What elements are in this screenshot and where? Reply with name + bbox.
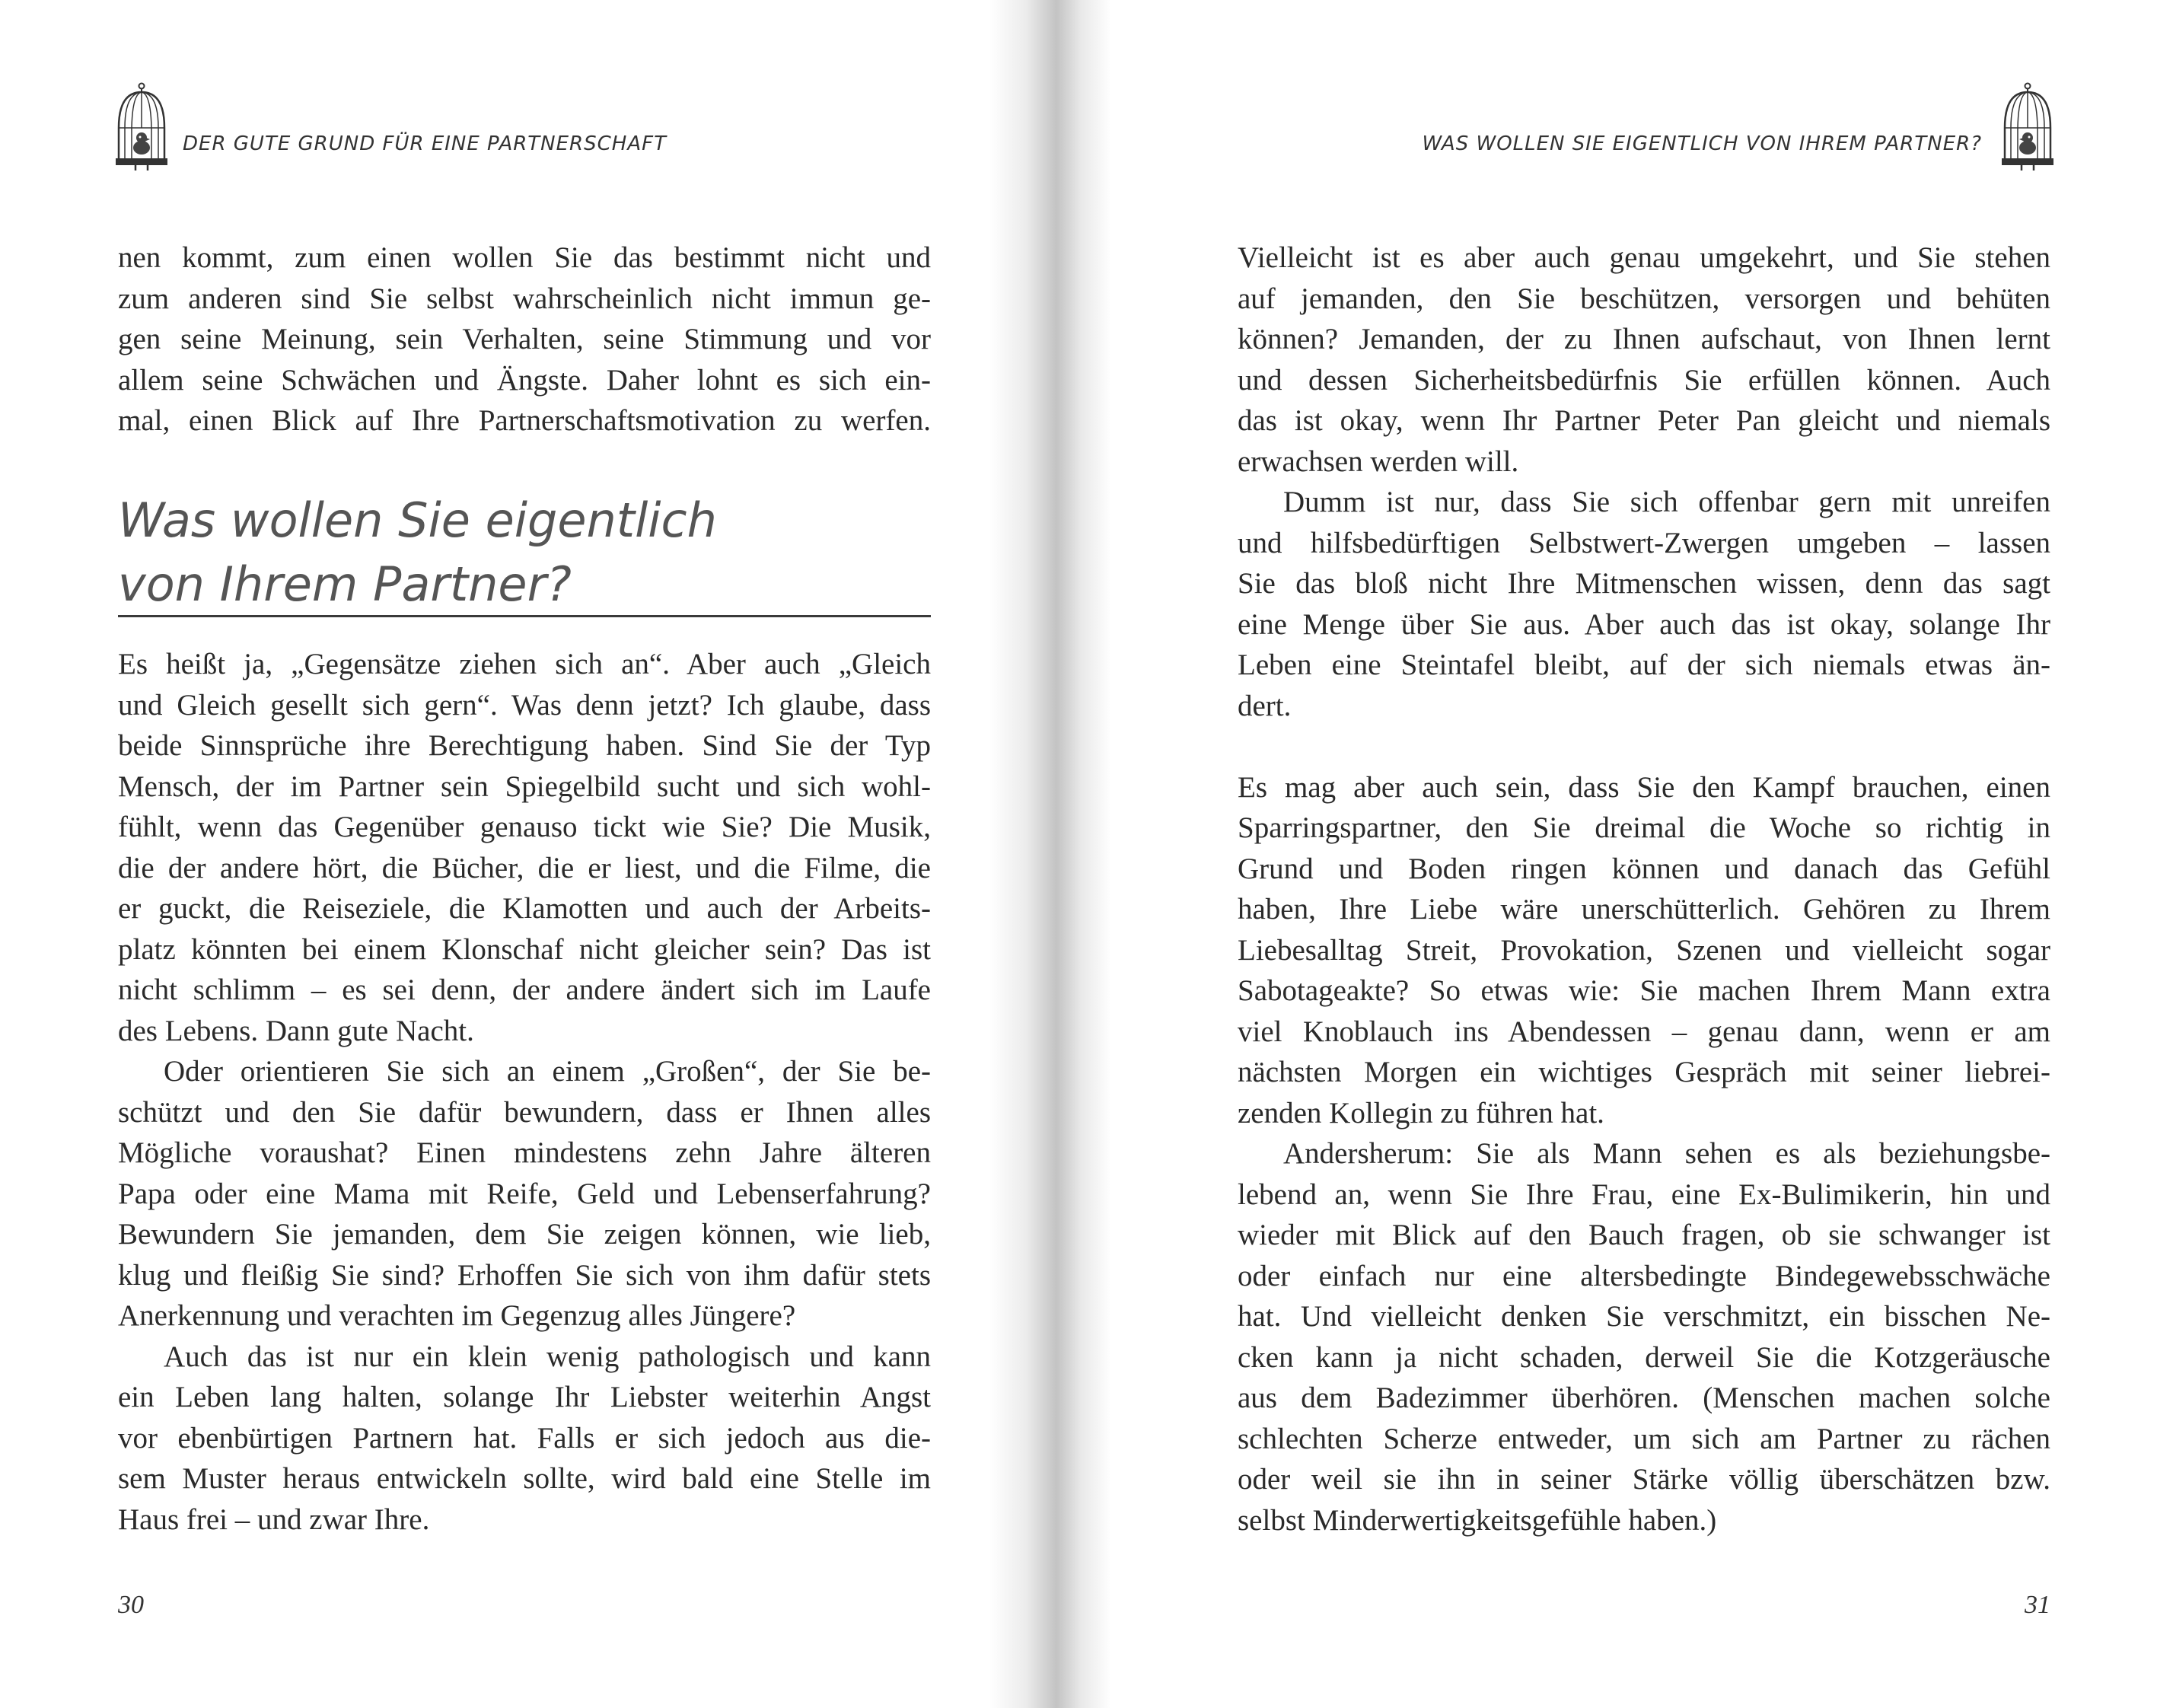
text-line: er guckt, die Reiseziele, die Klamotten und auch der Arbeits- [118, 892, 931, 925]
text-line: aus dem Badezimmer überhören. (Menschen machen solche [1238, 1381, 2050, 1414]
text-line: die der andere hört, die Bücher, die er liest, und die Filme, die [118, 851, 931, 884]
page-number-right: 31 [2025, 1591, 2050, 1619]
right-page [1081, 0, 2157, 1708]
text-line: platz könnten bei einem Klonschaf nicht gleicher sein? Das ist [118, 932, 931, 966]
text-line: Sabotageakte? So etwas wie: Sie machen Ihrem Mann extra [1238, 974, 2050, 1007]
text-line: Es mag aber auch sein, dass Sie den Kampf brauchen, einen [1238, 770, 2050, 804]
text-line: Mögliche voraushat? Einen mindestens zehn Jahre älteren [118, 1136, 931, 1169]
text-line: Sie das bloß nicht Ihre Mitmenschen wissen, denn das sagt [1238, 567, 2050, 600]
text-line: klug und fleißig Sie sind? Erhoffen Sie sich von ihm dafür stets [118, 1258, 931, 1292]
text-line: Grund und Boden ringen können und danach das Gefühl [1238, 852, 2050, 885]
text-line: selbst Minderwertigkeitsgefühle haben.) [1238, 1503, 1717, 1537]
left-section-text [118, 644, 931, 1540]
text-line: ein Leben lang halten, solange Ihr Liebster weiterhin Angst [118, 1381, 931, 1413]
text-line: und Gleich gesellt sich gern“. Was denn jetzt? Ich glaube, dass [118, 688, 931, 722]
text-line: Haus frei – und zwar Ihre. [118, 1502, 430, 1536]
birdcage-icon [114, 82, 169, 172]
text-line: und dessen Sicherheitsbedürfnis Sie erfüllen können. Auch [1238, 363, 2050, 397]
text-line: wieder mit Blick auf den Bauch fragen, ob sie schwanger ist [1238, 1219, 2050, 1251]
birdcage-icon [2000, 82, 2055, 172]
section-heading [118, 489, 931, 617]
text-line: gen seine Meinung, sein Verhalten, seine Stimmung und vor [118, 323, 931, 355]
text-line: Papa oder eine Mama mit Reife, Geld und Lebenserfahrung? [118, 1177, 931, 1210]
text-line: oder weil sie ihn in seiner Stärke völlig überschätzen bzw. [1238, 1463, 2050, 1496]
text-line: mal, einen Blick auf Ihre Partnerschaftsmotivation zu werfen. [118, 404, 931, 437]
text-line: nicht schlimm – es sei denn, der andere ändert sich im Laufe [118, 973, 931, 1006]
text-line: erwachsen werden will. [1238, 445, 1519, 478]
left-intro-text [118, 237, 931, 441]
text-line: schützt und den Sie dafür bewundern, dass er Ihnen alles [118, 1095, 931, 1129]
left-page [0, 0, 1066, 1708]
text-line: das ist okay, wenn Ihr Partner Peter Pan gleicht und niemals [1238, 404, 2050, 437]
text-line: eine Menge über Sie aus. Aber auch das ist okay, solange Ihr [1238, 607, 2050, 641]
right-body-text [1238, 237, 2050, 1541]
running-head-left: DER GUTE GRUND FÜR EINE PARTNERSCHAFT [183, 132, 667, 155]
text-line: hat. Und vielleicht denken Sie verschmitzt, ein bisschen Ne- [1238, 1300, 2050, 1333]
text-line: lebend an, wenn Sie Ihre Frau, eine Ex-Bulimikerin, hin und [1238, 1177, 2050, 1211]
text-line: fühlt, wenn das Gegenüber genauso tickt wie Sie? Die Musik, [118, 811, 931, 843]
text-line: sem Muster heraus entwickeln sollte, wird bald eine Stelle im [118, 1462, 931, 1495]
text-line: des Lebens. Dann gute Nacht. [118, 1014, 474, 1047]
text-line: nen kommt, zum einen wollen Sie das bestimmt nicht und [118, 241, 931, 274]
text-line: vor ebenbürtigen Partnern hat. Falls er sich jedoch aus die- [118, 1421, 931, 1455]
text-line: schlechten Scherze entweder, um sich am Partner zu rächen [1238, 1422, 2050, 1455]
text-line: Andersherum: Sie als Mann sehen es als beziehungsbe- [1283, 1137, 2050, 1170]
text-line: und hilfsbedürftigen Selbstwert-Zwergen umgeben – lassen [1238, 526, 2050, 559]
text-line: Liebesalltag Streit, Provokation, Szenen und vielleicht sogar [1238, 933, 2050, 967]
text-line: cken kann ja nicht schaden, derweil Sie die Kotzgeräusche [1238, 1340, 2050, 1374]
text-line: dert. [1238, 689, 1292, 722]
text-line: Leben eine Steintafel bleibt, auf der sich niemals etwas än- [1238, 648, 2050, 681]
text-line: nächsten Morgen ein wichtiges Gespräch mit seiner liebrei- [1238, 1056, 2050, 1088]
text-line: Mensch, der im Partner sein Spiegelbild sucht und sich wohl- [118, 770, 931, 803]
text-line: Bewundern Sie jemanden, dem Sie zeigen können, wie lieb, [118, 1218, 931, 1251]
text-line: Anerkennung und verachten im Gegenzug alles Jüngere? [118, 1299, 796, 1332]
text-line: viel Knoblauch ins Abendessen – genau dann, wenn er am [1238, 1015, 2050, 1048]
heading-underline [118, 615, 931, 617]
text-line: zenden Kollegin zu führen hat. [1238, 1096, 1604, 1130]
text-line: Sparringspartner, den Sie dreimal die Woche so richtig in [1238, 811, 2050, 844]
heading-line: Was wollen Sie eigentlich [118, 492, 717, 548]
heading-line: von Ihrem Partner? [118, 556, 572, 612]
text-line: allem seine Schwächen und Ängste. Daher lohnt es sich ein- [118, 363, 931, 397]
running-head-right: WAS WOLLEN SIE EIGENTLICH VON IHREM PARTNER? [1422, 132, 1982, 155]
text-line: Auch das ist nur ein klein wenig pathologisch und kann [164, 1340, 931, 1373]
paragraph-gap [1238, 726, 2050, 767]
text-line: Es heißt ja, „Gegensätze ziehen sich an“. Aber auch „Gleich [118, 648, 931, 680]
text-line: beide Sinnsprüche ihre Berechtigung haben. Sind Sie der Typ [118, 729, 931, 762]
text-line: Dumm ist nur, dass Sie sich offenbar gern mit unreifen [1283, 486, 2050, 518]
text-line: zum anderen sind Sie selbst wahrscheinlich nicht immun ge- [118, 282, 931, 315]
text-line: oder einfach nur eine altersbedingte Bindegewebsschwäche [1238, 1259, 2050, 1292]
text-line: Vielleicht ist es aber auch genau umgekehrt, und Sie stehen [1238, 241, 2050, 274]
text-line: können? Jemanden, der zu Ihnen aufschaut, von Ihnen lernt [1238, 323, 2050, 355]
text-line: auf jemanden, den Sie beschützen, versorgen und behüten [1238, 282, 2050, 315]
text-line: haben, Ihre Liebe wäre unerschütterlich. Gehören zu Ihrem [1238, 893, 2050, 926]
text-line: Oder orientieren Sie sich an einem „Großen“, der Sie be- [164, 1055, 931, 1088]
page-number-left: 30 [118, 1591, 144, 1619]
